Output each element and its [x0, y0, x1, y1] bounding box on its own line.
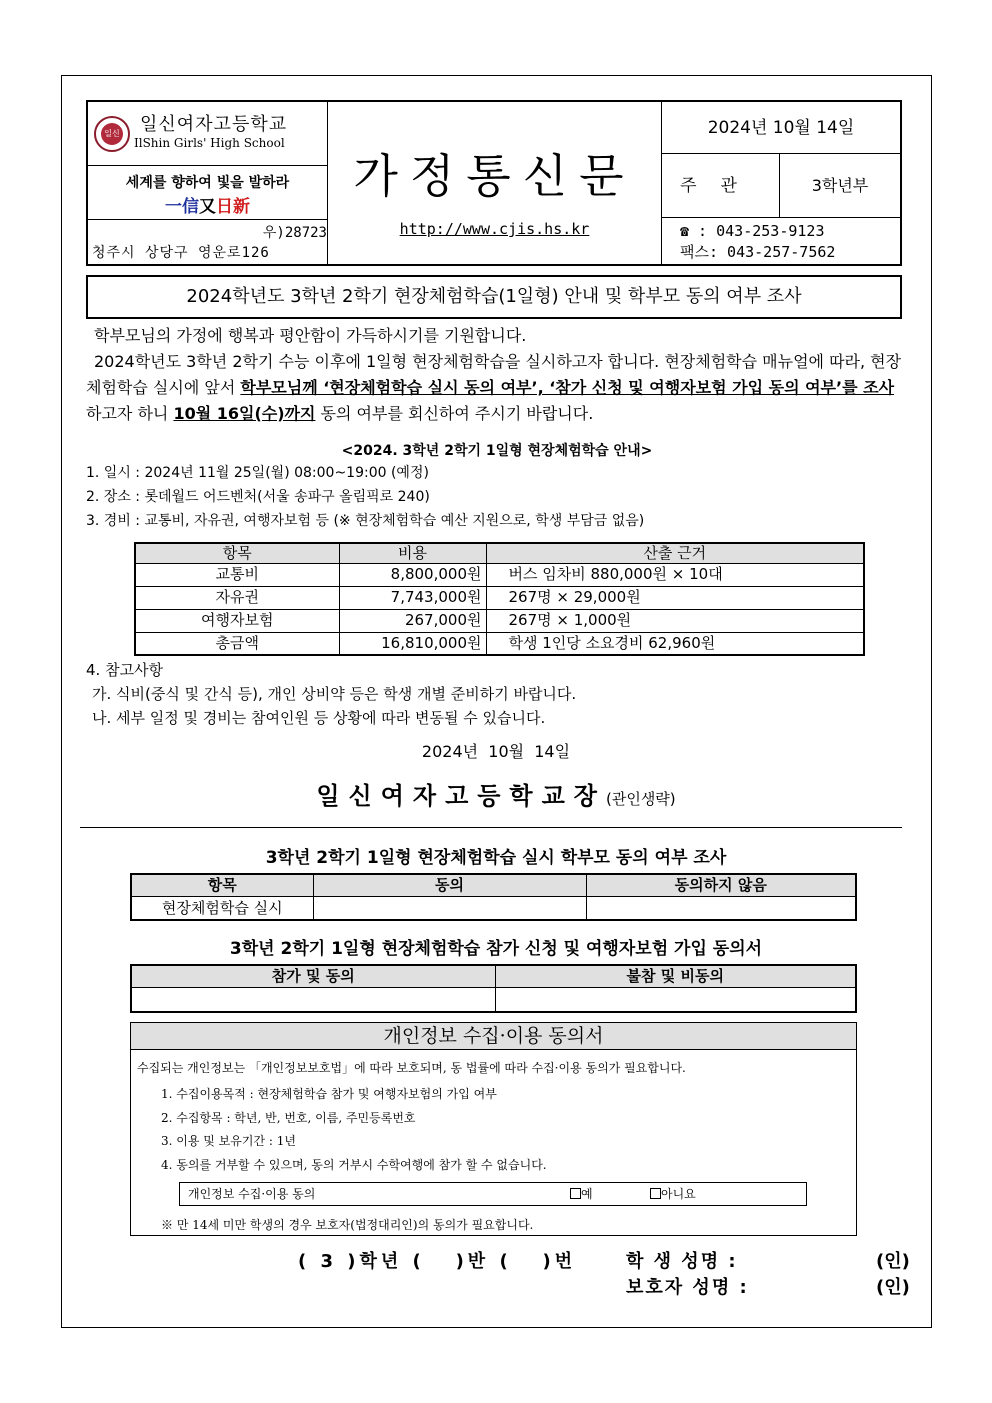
grade-class-number[interactable]: ( 3 )학년 ( )반 ( )번 [298, 1251, 577, 1272]
issue-date: 2024년 10월 14일 [662, 102, 900, 154]
col-header: 동의하지 않음 [586, 874, 856, 896]
sign-date: 2024년 10월 14일 [421, 742, 571, 761]
checkbox-icon[interactable] [650, 1188, 661, 1199]
survey2-header [131, 965, 856, 987]
cell: 267명 × 29,000원 [486, 586, 864, 609]
greeting: 학부모님의 가정에 행복과 평안함이 가득하시기를 기원합니다. [94, 326, 527, 345]
consent-no-option[interactable] [650, 1183, 696, 1205]
privacy-item: 1. 수집이용목적 : 현장체험학습 참가 및 여행자보험의 가입 여부 [161, 1087, 497, 1101]
cost-table-header [135, 543, 864, 563]
principal-signature [0, 776, 992, 811]
survey1-row-label: 현장체험학습 실시 [131, 896, 313, 920]
student-sign-line [298, 1247, 738, 1273]
consent-yes-option[interactable] [570, 1183, 593, 1205]
sponsor-value: 3학년부 [780, 154, 900, 218]
letter-header [86, 100, 902, 266]
agree-cell[interactable] [313, 896, 586, 920]
phone-number: ☎ : 043-253-9123 [680, 222, 825, 240]
motto-part-a: 一信 [165, 197, 199, 217]
motto-line2 [88, 192, 327, 217]
consent-no-label: 아니요 [661, 1187, 696, 1201]
privacy-note: ※ 만 14세 미만 학생의 경우 보호자(법정대리인)의 동의가 필요합니다. [161, 1218, 534, 1232]
principal-note: (관인생략) [605, 790, 676, 808]
title-cell [328, 102, 662, 264]
notice-title: 2024학년도 3학년 2학기 현장체험학습(1일형) 안내 및 학부모 동의 여부 조사 [86, 275, 902, 319]
contact-cell [662, 218, 900, 264]
address-cell [88, 220, 328, 264]
student-name-label: 학 생 성명 : [626, 1251, 738, 1272]
table-row [135, 563, 864, 586]
principal-name: 일신여자고등학교장 [316, 782, 606, 810]
consent-yes-label: 예 [581, 1187, 593, 1201]
col-header: 항목 [131, 874, 313, 896]
privacy-item: 2. 수집항목 : 학년, 반, 번호, 이름, 주민등록번호 [161, 1110, 416, 1125]
school-name: 일신여자고등학교 [140, 114, 288, 135]
table-row [135, 632, 864, 655]
cut-line [80, 827, 902, 828]
guide-item-cost: 3. 경비 : 교통비, 자유권, 여행자보험 등 (※ 현장체험학습 예산 지원으로, 학생 부담금 없음) [86, 513, 645, 529]
motto-line1: 세계를 향하여 빛을 발하라 [125, 175, 290, 191]
privacy-item: 4. 동의를 거부할 수 있으며, 동의 거부시 수학여행에 참가 할 수 없습니다. [161, 1157, 547, 1172]
cell: 자유권 [135, 586, 339, 609]
privacy-item: 3. 이용 및 보유기간 : 1년 [161, 1134, 296, 1148]
survey1-header [131, 874, 856, 896]
privacy-consent-box [130, 1022, 857, 1236]
col-header: 동의 [313, 874, 586, 896]
parent-seal[interactable]: (인) [876, 1277, 910, 1298]
guide-heading: <2024. 3학년 2학기 1일형 현장체험학습 안내> [341, 443, 653, 459]
cell: 7,743,000원 [339, 586, 486, 609]
table-row [131, 896, 856, 920]
guide-list [86, 461, 644, 533]
school-name-en: IlShin Girls' High School [134, 136, 285, 150]
survey2-table [130, 964, 857, 1013]
document-title: 가정통신문 [353, 149, 636, 203]
notes-heading: 4. 참고사항 [86, 661, 164, 679]
privacy-title: 개인정보 수집·이용 동의서 [131, 1023, 856, 1050]
col-header: 불참 및 비동의 [495, 965, 856, 987]
col-header: 항목 [135, 543, 339, 563]
notes-list [86, 658, 576, 730]
intro-text-1: 2024학년도 3학년 2학기 수능 이후에 1일형 현장체험학습을 실시하고자 합니다. 현장체험학습 매뉴얼에 따라, 현장체험학습 실시에 앞서 [86, 352, 902, 397]
note-a: 가. 식비(중식 및 간식 등), 개인 상비약 등은 학생 개별 준비하기 바랍니다. [92, 685, 577, 703]
motto-part-b: 又 [199, 197, 216, 217]
intro-text-2: 하고자 하니 [86, 404, 174, 423]
note-b: 나. 세부 일정 및 경비는 참여인원 등 상황에 따라 변동될 수 있습니다. [92, 709, 546, 727]
sponsor-label: 주관 [662, 154, 780, 218]
col-header: 비용 [339, 543, 486, 563]
cell: 8,800,000원 [339, 563, 486, 586]
cell: 총금액 [135, 632, 339, 655]
motto-part-c: 日新 [216, 197, 250, 217]
guide-item-date: 1. 일시 : 2024년 11월 25일(월) 08:00~19:00 (예정) [86, 465, 429, 481]
survey1-table [130, 873, 857, 921]
cell: 16,810,000원 [339, 632, 486, 655]
postal-code: 우)28723 [262, 225, 327, 241]
intro-paragraph [86, 349, 908, 427]
motto-cell [88, 166, 328, 220]
table-row [131, 987, 856, 1012]
col-header: 산출 근거 [486, 543, 864, 563]
survey1-title: 3학년 2학기 1일형 현장체험학습 실시 학부모 동의 여부 조사 [265, 848, 727, 868]
intro-text-3: 동의 여부를 회신하여 주시기 바랍니다. [315, 404, 594, 423]
privacy-items [161, 1083, 547, 1177]
intro-bold-request: 학부모님께 ‘현장체험학습 실시 동의 여부’, ‘참가 신청 및 여행자보험 가입 동의 여부’를 조사 [240, 378, 895, 397]
table-row [135, 609, 864, 632]
privacy-intro: 수집되는 개인정보는 「개인정보보호법」에 따라 보호되며, 동 법률에 따라 수집·이용 동의가 필요합니다. [137, 1061, 686, 1075]
cost-table [134, 542, 865, 656]
school-url-link[interactable]: http://www.cjis.hs.kr [399, 220, 590, 238]
school-address: 청주시 상당구 영운로126 [92, 245, 270, 261]
not-participate-cell[interactable] [495, 987, 856, 1012]
disagree-cell[interactable] [586, 896, 856, 920]
checkbox-icon[interactable] [570, 1188, 581, 1199]
reply-deadline: 10월 16일(수)까지 [173, 404, 316, 423]
participate-cell[interactable] [131, 987, 495, 1012]
cell: 학생 1인당 소요경비 62,960원 [486, 632, 864, 655]
guide-item-place: 2. 장소 : 롯데월드 어드벤처(서울 송파구 올림픽로 240) [86, 489, 430, 505]
school-logo-icon [94, 116, 130, 152]
cell: 267,000원 [339, 609, 486, 632]
student-seal[interactable]: (인) [876, 1251, 910, 1272]
fax-number: 팩스: 043-257-7562 [680, 243, 836, 261]
table-row [135, 586, 864, 609]
cell: 버스 임차비 880,000원 × 10대 [486, 563, 864, 586]
survey2-title: 3학년 2학기 1일형 현장체험학습 참가 신청 및 여행자보험 가입 동의서 [229, 939, 763, 959]
cell: 여행자보험 [135, 609, 339, 632]
school-cell [88, 102, 328, 166]
privacy-consent-row [179, 1182, 807, 1206]
col-header: 참가 및 동의 [131, 965, 495, 987]
cell: 267명 × 1,000원 [486, 609, 864, 632]
cell: 교통비 [135, 563, 339, 586]
privacy-consent-label: 개인정보 수집·이용 동의 [188, 1187, 316, 1201]
parent-name-label: 보호자 성명 : [626, 1277, 749, 1298]
